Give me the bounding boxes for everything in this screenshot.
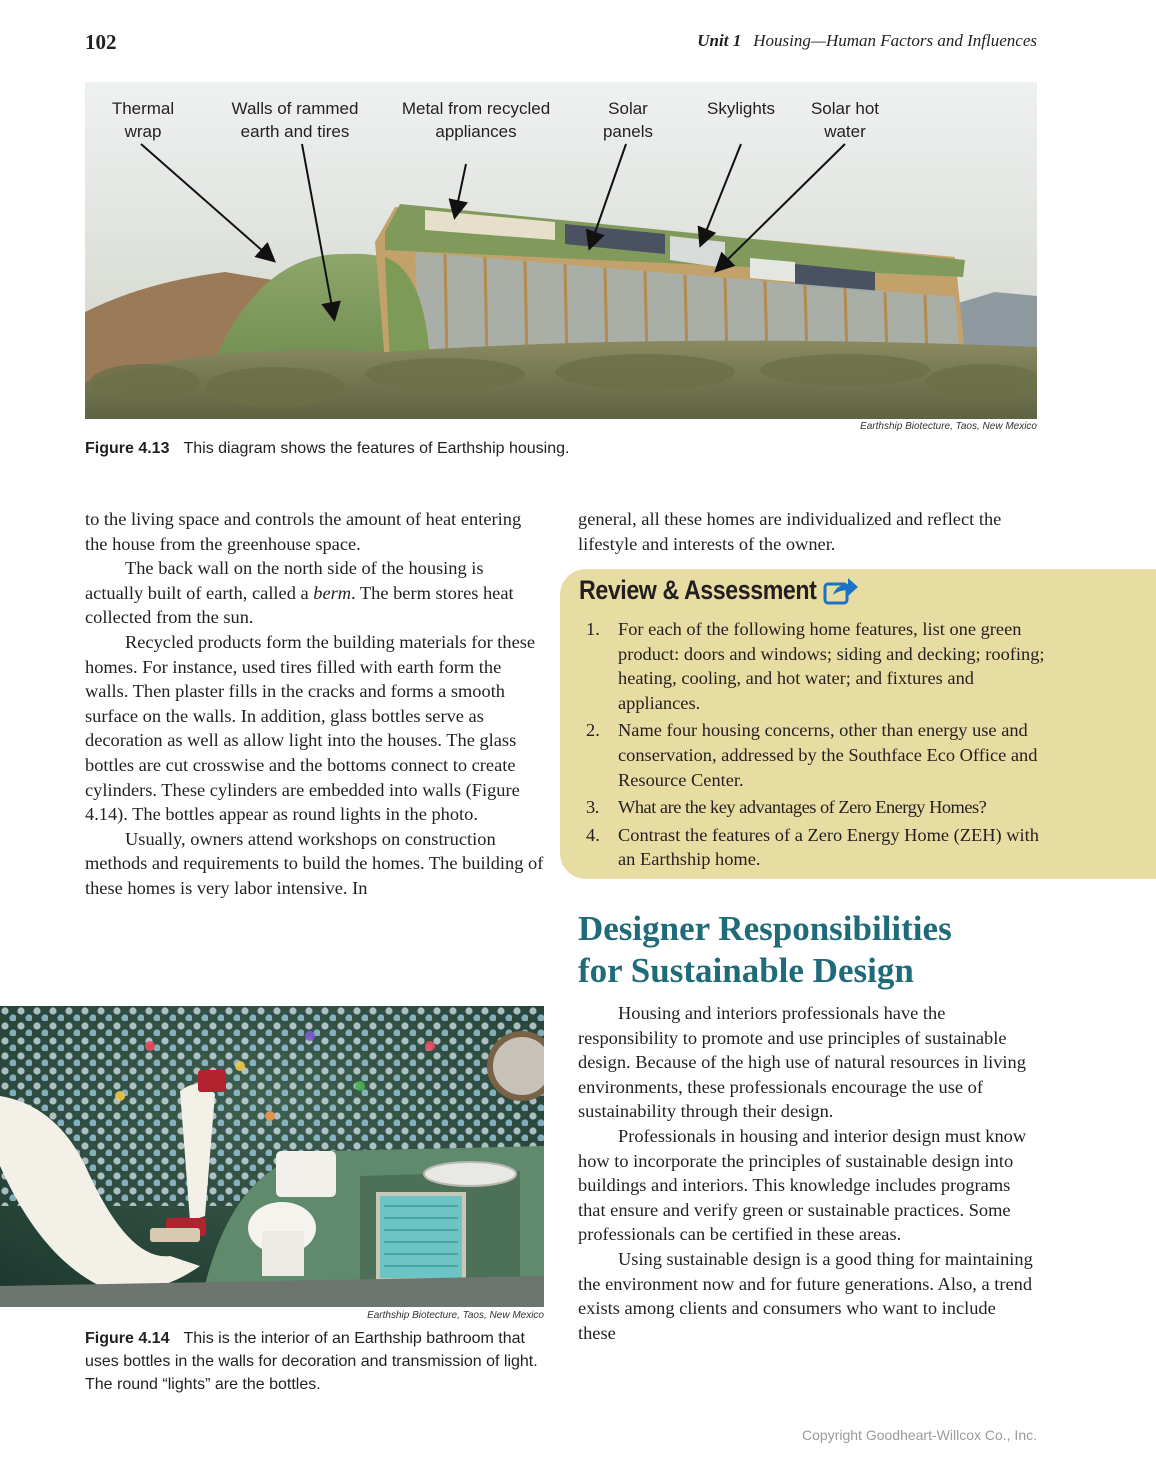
review-item-number: 4. (586, 824, 600, 845)
left-para-3: Recycled products form the building materials for these homes. For instance, used tires filled with earth form the walls. Then plaster fills in the cracks and forms a smooth surface on the walls. In addition, glass bottles serve as decoration as well as allow light into the houses. The glass bottles are cut crosswise and the bottoms connect to create cylinders. These cylinders are embedded into walls (Figure 4.14). The bottles appear as round lights in the photo. (85, 631, 536, 825)
figure-4-14-credit: Earthship Biotecture, Taos, New Mexico (367, 1310, 544, 1321)
right-column-body (578, 1001, 1033, 1345)
callout-recycled-metal: Metal from recycled appliances (401, 99, 551, 141)
figure-4-13-photo (85, 82, 1037, 419)
review-item-text: Name four housing concerns, other than energy use and conservation, addressed by the Southface Eco Office and Resource Center. (618, 720, 1038, 790)
term-berm: berm (313, 582, 352, 603)
section-para-2: Professionals in housing and interior design must know how to incorporate the principles of sustainable design into buildings and interiors. This knowledge includes programs that ensure and verify green or sustainable practices. Some professionals can be certified in these areas. (578, 1125, 1027, 1245)
review-item-number: 2. (586, 720, 600, 741)
unit-label: Unit 1 (697, 31, 742, 50)
figure-4-13-credit: Earthship Biotecture, Taos, New Mexico (860, 421, 1037, 432)
callout-thermal-wrap: Thermal wrap (111, 99, 175, 141)
callout-solar-panels: Solar panels (602, 99, 654, 141)
review-title: Review & Assessment (579, 575, 817, 605)
left-para-4: Usually, owners attend workshops on construction methods and requirements to build the homes. The building of these homes is very labor intensive. In (85, 828, 544, 898)
review-item (578, 718, 1048, 792)
figure-4-13-caption (85, 437, 985, 460)
review-item (578, 795, 1048, 820)
review-item-number: 1. (586, 619, 600, 639)
figure-4-13-label: Figure 4.13 (85, 440, 170, 457)
review-list (578, 617, 1048, 875)
figure-4-14-caption (85, 1327, 545, 1396)
copyright: Copyright Goodheart-Willcox Co., Inc. (802, 1427, 1037, 1443)
review-item-text: For each of the following home features, list one green product: doors and windows; siding and decking; roofing; heating, cooling, and hot water; and fixtures and appliances. (618, 619, 1045, 713)
review-item-text: Contrast the features of a Zero Energy Home (ZEH) with an Earthship home. (618, 824, 1039, 870)
figure-4-14-photo (0, 1006, 544, 1307)
callout-solar-hot-water: Solar hot water (810, 99, 880, 141)
section-para-3: Using sustainable design is a good thing for maintaining the environment now and for future generations. Also, a trend exists among clients and consumers who want to include these (578, 1248, 1033, 1343)
left-para-2 (85, 556, 545, 630)
review-item-number: 3. (586, 797, 599, 818)
running-head (697, 31, 1037, 51)
section-heading (578, 908, 952, 992)
earthship-bathroom-illustration (0, 1006, 544, 1307)
figure-4-14-caption-text: This is the interior of an Earthship bathroom that uses bottles in the walls for decoration and transmission of light. The round “lights” are the bottles. (85, 1330, 538, 1393)
left-para-1: to the living space and controls the amount of heat entering the house from the greenhouse space. (85, 509, 522, 554)
section-para-1: Housing and interiors professionals have the responsibility to promote and use principles of sustainable design. Because of the high use of natural resources in living environments, these professionals encourage the use of sustainability through their design. (578, 1003, 1026, 1122)
review-item (578, 823, 1048, 872)
review-assessment-box (560, 569, 1156, 879)
share-icon[interactable] (822, 575, 860, 607)
right-para-1: general, all these homes are individualized and reflect the lifestyle and interests of the owner. (578, 509, 1002, 554)
left-column (85, 507, 545, 901)
unit-title: Housing—Human Factors and Influences (753, 31, 1037, 50)
figure-4-14-label: Figure 4.14 (85, 1330, 170, 1347)
left-para-2-a: The back wall on the north side of the housing is actually built of earth, called a (85, 558, 484, 603)
page-number: 102 (85, 30, 117, 54)
left-para-2-b: . The berm stores heat collected from the sun. (85, 582, 514, 628)
review-item-text: What are the key advantages of Zero Energy Homes? (618, 797, 987, 818)
callout-skylights: Skylights (706, 99, 776, 118)
callout-rammed-earth-walls: Walls of rammed earth and tires (231, 99, 359, 141)
section-heading-line-2: for Sustainable Design (578, 951, 914, 990)
section-heading-line-1: Designer Responsibilities (578, 909, 952, 948)
right-column-top (578, 507, 1028, 556)
review-item (578, 617, 1048, 715)
figure-4-13-caption-text: This diagram shows the features of Earthship housing. (183, 440, 570, 457)
